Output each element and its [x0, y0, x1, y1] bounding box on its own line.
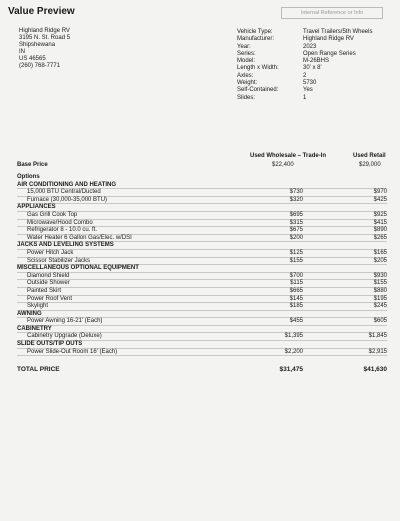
spec-label: Model:	[237, 58, 256, 65]
option-retail-value: $415	[373, 219, 387, 226]
options-table	[17, 174, 387, 356]
base-price-label: Base Price	[17, 162, 48, 168]
reference-box: Internal Reference or Info	[281, 7, 383, 19]
spec-value: Travel Trailers/5th Wheels	[303, 29, 373, 35]
option-row	[17, 235, 387, 243]
option-row	[17, 220, 387, 228]
option-retail-value: $245	[373, 303, 387, 310]
section-title: JACKS AND LEVELING SYSTEMS	[17, 242, 114, 249]
spec-label: Weight:	[237, 80, 258, 87]
option-retail-value: $930	[373, 272, 387, 279]
option-label: Power Hitch Jack	[27, 249, 74, 256]
spec-row	[237, 51, 372, 58]
section-header	[17, 204, 387, 212]
wholesale-column-header: Used Wholesale – Trade-In	[250, 153, 327, 159]
spec-row	[237, 73, 372, 80]
option-row	[17, 318, 387, 326]
vehicle-specs	[237, 29, 372, 102]
dealer-address	[19, 28, 70, 70]
option-label: Refrigerator 8 - 10.0 cu. ft.	[27, 227, 98, 234]
option-wholesale-value: $185	[289, 303, 303, 310]
section-title: MISCELLANEOUS OPTIONAL EQUIPMENT	[17, 265, 139, 272]
base-price-retail: $29,000	[359, 162, 381, 168]
option-wholesale-value: $320	[289, 196, 303, 203]
spec-label: Self-Contained:	[237, 87, 279, 94]
option-label: Diamond Shield	[27, 272, 70, 279]
option-label: Microwave/Hood Combo	[27, 219, 93, 226]
option-wholesale-value: $665	[289, 287, 303, 294]
option-wholesale-value: $115	[290, 280, 303, 287]
option-wholesale-value: $675	[289, 227, 303, 234]
option-row	[17, 212, 387, 220]
spec-value: 5730	[303, 80, 317, 87]
option-retail-value: $2,915	[368, 348, 387, 355]
total-retail: $41,630	[363, 366, 387, 373]
dealer-city: Shipshewana	[19, 42, 56, 48]
option-retail-value: $925	[373, 211, 387, 218]
dealer-phone: (260) 768-7771	[19, 63, 61, 69]
option-wholesale-value: $125	[289, 249, 303, 256]
spec-row	[237, 80, 372, 87]
option-retail-value: $195	[373, 295, 387, 302]
option-retail-value: $970	[373, 189, 387, 196]
spec-label: Series:	[237, 50, 256, 57]
total-wholesale: $31,475	[279, 366, 303, 373]
option-row	[17, 349, 387, 357]
option-label: Power Awning 16-21' (Each)	[27, 318, 103, 325]
option-retail-value: $605	[373, 318, 387, 325]
section-header	[17, 182, 387, 190]
section-title: AWNING	[17, 310, 42, 317]
option-row	[17, 296, 387, 304]
dealer-state: IN	[19, 49, 25, 55]
section-header	[17, 341, 387, 349]
spec-row	[237, 58, 372, 65]
option-retail-value: $1,845	[368, 333, 387, 340]
option-label: Outside Shower	[27, 280, 70, 287]
option-row	[17, 273, 387, 281]
spec-row	[237, 87, 372, 94]
options-label: Options	[17, 174, 40, 180]
spec-value: Highland Ridge RV	[303, 36, 354, 43]
option-retail-value: $890	[373, 227, 387, 234]
option-wholesale-value: $455	[289, 318, 303, 325]
spec-value: 2023	[303, 43, 317, 50]
option-retail-value: $425	[373, 196, 387, 203]
base-price-wholesale: $22,400	[272, 162, 294, 168]
option-label: Skylight	[27, 303, 49, 310]
option-wholesale-value: $200	[289, 234, 303, 241]
dealer-street: 3195 N. St. Road 5	[19, 35, 71, 41]
spec-row	[237, 65, 372, 72]
option-wholesale-value: $155	[289, 257, 303, 264]
option-wholesale-value: $695	[289, 211, 303, 218]
option-wholesale-value: $730	[289, 189, 303, 196]
option-retail-value: $165	[373, 249, 387, 256]
option-row	[17, 288, 387, 296]
total-row	[17, 366, 387, 373]
option-retail-value: $155	[373, 280, 387, 287]
option-retail-value: $205	[373, 257, 387, 264]
option-label: Scissor Stabilizer Jacks	[27, 257, 91, 264]
spec-row	[237, 29, 372, 36]
section-title: APPLIANCES	[17, 204, 56, 211]
option-label: Power Slide-Out Room 16' (Each)	[27, 348, 118, 355]
spec-row	[237, 95, 372, 102]
option-row	[17, 189, 387, 197]
dealer-name: Highland Ridge RV	[19, 28, 70, 34]
page-title: Value Preview	[8, 6, 75, 17]
option-wholesale-value: $315	[289, 219, 303, 226]
spec-value: 30' x 8'	[303, 65, 322, 72]
option-label: 15,000 BTU Central/Ducted	[27, 189, 101, 196]
option-label: Gas Grill Cook Top	[27, 211, 78, 218]
option-wholesale-value: $1,395	[284, 333, 303, 340]
spec-value: Open Range Series	[303, 50, 356, 57]
section-header	[17, 311, 387, 319]
option-label: Painted Skirt	[27, 287, 62, 294]
row-divider	[17, 355, 387, 356]
spec-label: Year:	[237, 43, 251, 50]
option-retail-value: $265	[373, 234, 387, 241]
spec-row	[237, 44, 372, 51]
spec-value: M-26BHS	[303, 58, 330, 65]
option-retail-value: $880	[373, 287, 387, 294]
option-row	[17, 303, 387, 311]
option-row	[17, 258, 387, 266]
option-wholesale-value: $2,200	[284, 348, 303, 355]
section-title: SLIDE OUTS/TIP OUTS	[17, 341, 83, 348]
option-label: Furnace (30,000-35,000 BTU)	[27, 196, 108, 203]
spec-label: Length x Width:	[237, 65, 279, 72]
option-label: Power Roof Vent	[27, 295, 73, 302]
spec-label: Slides:	[237, 94, 256, 101]
option-label: Water Heater 6 Gallon Gas/Elec. w/DSI	[27, 234, 132, 241]
section-header	[17, 326, 387, 334]
spec-label: Vehicle Type:	[237, 29, 273, 35]
dealer-country-zip: US 46565	[19, 56, 46, 62]
spec-value: 2	[303, 72, 307, 79]
option-row	[17, 197, 387, 205]
option-row	[17, 333, 387, 341]
spec-label: Axles:	[237, 72, 254, 79]
option-wholesale-value: $145	[289, 295, 303, 302]
section-title: AIR CONDITIONING AND HEATING	[17, 181, 116, 188]
option-wholesale-value: $700	[289, 272, 303, 279]
option-label: Cabinetry Upgrade (Deluxe)	[27, 333, 102, 340]
section-header	[17, 242, 387, 250]
retail-column-header: Used Retail	[353, 153, 386, 159]
spec-value: Yes	[303, 87, 313, 94]
option-row	[17, 250, 387, 258]
option-row	[17, 227, 387, 235]
spec-label: Manufacturer:	[237, 36, 275, 43]
section-header	[17, 265, 387, 273]
total-label: TOTAL PRICE	[17, 366, 60, 373]
option-row	[17, 280, 387, 288]
spec-row	[237, 36, 372, 43]
spec-value: 1	[303, 94, 307, 101]
section-title: CABINETRY	[17, 325, 52, 332]
